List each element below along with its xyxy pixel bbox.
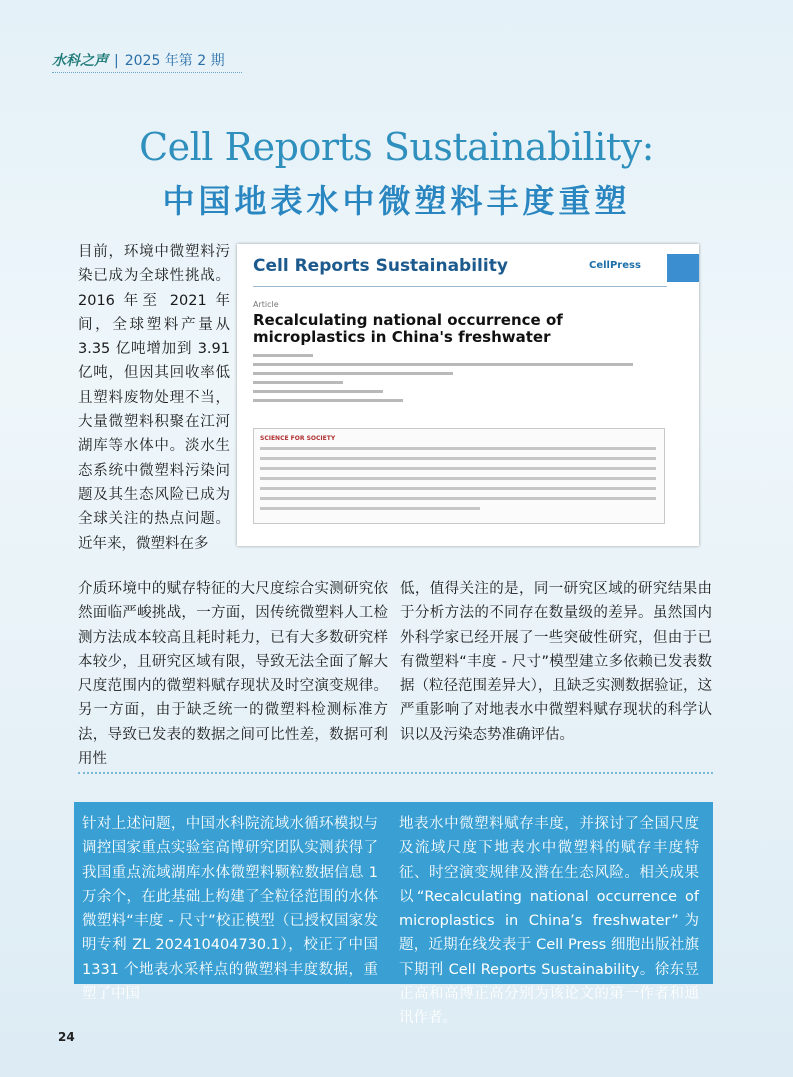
running-header	[52, 50, 225, 70]
page-number: 24	[58, 1030, 75, 1044]
figure-rule	[253, 286, 667, 287]
article-figure	[237, 244, 699, 546]
cellpress-logo: CellPress	[589, 260, 641, 271]
figure-journal-name: Cell Reports Sustainability	[253, 256, 508, 276]
figure-article-title: Recalculating national occurrence of microplastics in China's freshwater	[253, 311, 563, 346]
section-divider	[78, 772, 713, 774]
journal-name: 水科之声	[52, 53, 108, 69]
figure-article-type: Article	[253, 300, 279, 309]
highlight-paragraph-left: 针对上述问题，中国水科院流域水循环模拟与调控国家重点实验室高博研究团队实测获得了我国重点流域湖库水体微塑料颗粒数据信息 1 万余个，在此基础上构建了全粒径范围的水体微塑料“丰度 - 尺寸”校正模型（已授权国家发明专利 ZL 202410404730.1），校正了中国 1331 个地表水采样点的微塑料丰度数据，重塑了中国	[82, 816, 378, 1003]
page-title-en: Cell Reports Sustainability:	[139, 125, 654, 169]
header-separator: |	[114, 53, 119, 69]
figure-box-text-lines	[260, 447, 656, 517]
figure-author-lines	[253, 354, 653, 408]
body-paragraph-left-bottom: 介质环境中的赋存特征的大尺度综合实测研究依然面临严峻挑战，一方面，因传统微塑料人工检测方法成本较高且耗时耗力，已有大多数研究样本较少，且研究区域有限，导致无法全面了解大尺度范围内的微塑料赋存现状及时空演变规律。另一方面，由于缺乏统一的微塑料检测标准方法，导致已发表的数据之间可比性差，数据可利用性	[78, 581, 388, 768]
highlight-paragraph-right: 地表水中微塑料赋存丰度，并探讨了全国尺度及流域尺度下地表水中微塑料的赋存丰度特征、时空演变规律及潜在生态风险。相关成果 以“Recalculating national occurrence of microplastics in China’s freshwater”为题，近期在线发表于 Cell Press 细胞出版社旗下期刊 Cell Reports Sustainability。徐东昱正高和高博正高分别为该论文的第一作者和通讯作者。	[399, 816, 699, 1027]
figure-color-tab	[667, 254, 699, 282]
page-title-cn: 中国地表水中微塑料丰度重塑	[162, 182, 631, 220]
header-divider	[52, 72, 242, 73]
body-paragraph-left-top: 目前，环境中微塑料污染已成为全球性挑战。2016 年至 2021 年间，全球塑料产量从 3.35 亿吨增加到 3.91 亿吨，但因其回收率低且塑料废物处理不当，大量微塑料积聚在江河湖库等水体中。淡水生态系统中微塑料污染问题及其生态风险已成为全球关注的热点问题。近年来，微塑料在多	[78, 244, 230, 552]
figure-box-label: SCIENCE FOR SOCIETY	[260, 435, 336, 442]
figure-summary-box	[253, 428, 665, 524]
body-paragraph-right: 低，值得关注的是，同一研究区域的研究结果由于分析方法的不同存在数量级的差异。虽然国内外科学家已经开展了一些突破性研究，但由于已有微塑料“丰度 - 尺寸”模型建立多依赖已发表数据（粒径范围差异大），且缺乏实测数据验证，这严重影响了对地表水中微塑料赋存现状的科学认识以及污染态势准确评估。	[400, 581, 712, 743]
issue-label: 2025 年第 2 期	[124, 53, 225, 69]
